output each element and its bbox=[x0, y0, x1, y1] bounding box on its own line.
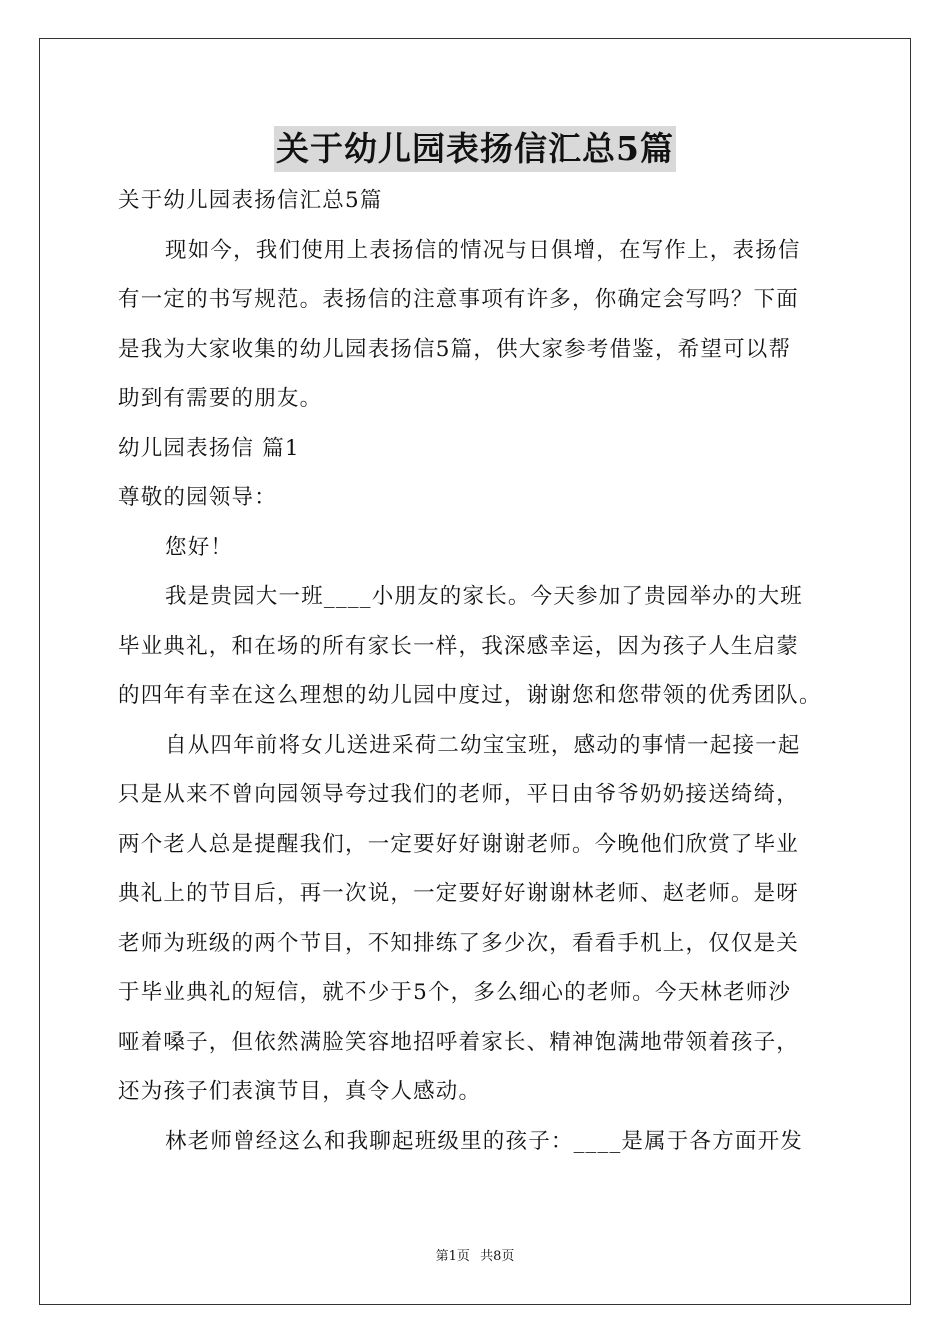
text-line: 是我为大家收集的幼儿园表扬信5篇，供大家参考借鉴，希望可以帮 bbox=[118, 336, 792, 362]
text-line: 老师为班级的两个节目，不知排练了多少次，看看手机上，仅仅是关 bbox=[118, 930, 800, 956]
text-line: 还为孩子们表演节目，真令人感动。 bbox=[118, 1079, 482, 1104]
document-body bbox=[118, 176, 846, 1166]
text-line: 我是贵园大一班____小朋友的家长。今天参加了贵园举办的大班 bbox=[165, 584, 804, 609]
text-line: 哑着嗓子，但依然满脸笑容地招呼着家长、精神饱满地带领着孩子， bbox=[118, 1029, 800, 1055]
text-line: 于毕业典礼的短信，就不少于5个，多么细心的老师。今天林老师沙 bbox=[118, 980, 792, 1005]
text-line: 尊敬的园领导： bbox=[118, 485, 277, 510]
text-line: 关于幼儿园表扬信汇总5篇 bbox=[118, 188, 383, 213]
text-line: 毕业典礼，和在场的所有家长一样，我深感幸运，因为孩子人生启蒙 bbox=[118, 633, 800, 659]
document-title: 关于幼儿园表扬信汇总5篇 bbox=[274, 126, 676, 172]
text-line: 典礼上的节目后，再一次说，一定要好好谢谢林老师、赵老师。是呀 bbox=[118, 881, 800, 906]
page-footer bbox=[0, 1245, 950, 1264]
text-line: 幼儿园表扬信 篇1 bbox=[118, 435, 300, 461]
text-line: 的四年有幸在这么理想的幼儿园中度过，谢谢您和您带领的优秀团队。 bbox=[118, 683, 822, 708]
text-line: 林老师曾经这么和我聊起班级里的孩子：____是属于各方面开发 bbox=[165, 1128, 804, 1154]
text-line: 您好！ bbox=[165, 534, 234, 560]
text-line: 有一定的书写规范。表扬信的注意事项有许多，你确定会写吗？下面 bbox=[118, 287, 800, 312]
text-line: 自从四年前将女儿送进采荷二幼宝宝班，感动的事情一起接一起 bbox=[165, 732, 801, 758]
text-line: 两个老人总是提醒我们，一定要好好谢谢老师。今晚他们欣赏了毕业 bbox=[118, 831, 800, 857]
text-line: 现如今，我们使用上表扬信的情况与日俱增，在写作上，表扬信 bbox=[165, 237, 801, 263]
text-line: 只是从来不曾向园领导夸过我们的老师，平日由爷爷奶奶接送绮绮， bbox=[118, 782, 800, 807]
document-title-container bbox=[0, 126, 950, 172]
page-total: 共8页 bbox=[480, 1249, 515, 1264]
page-number: 第1页 bbox=[435, 1249, 470, 1264]
text-line: 助到有需要的朋友。 bbox=[118, 386, 323, 411]
